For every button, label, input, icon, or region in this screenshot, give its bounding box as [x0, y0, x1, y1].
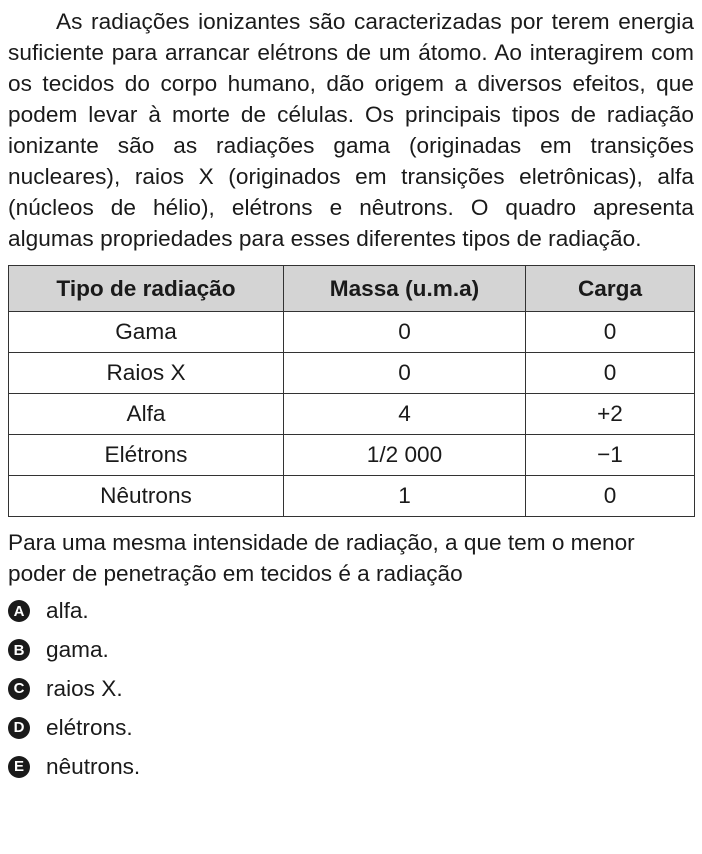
- option-d[interactable]: [8, 708, 694, 747]
- option-c-text: raios X.: [46, 675, 123, 701]
- option-b-letter-badge: B: [8, 639, 30, 661]
- option-a-text: alfa.: [46, 598, 89, 624]
- header-tipo: Tipo de radiação: [9, 266, 284, 312]
- cell-massa: 4: [284, 394, 526, 435]
- option-b[interactable]: [8, 631, 694, 670]
- cell-carga: 0: [526, 353, 695, 394]
- option-a-letter-badge: A: [8, 600, 30, 622]
- option-a[interactable]: [8, 592, 694, 631]
- cell-tipo: Elétrons: [9, 435, 284, 476]
- header-massa: Massa (u.m.a): [284, 266, 526, 312]
- cell-massa: 1: [284, 476, 526, 517]
- table-row: [9, 353, 695, 394]
- cell-carga: 0: [526, 476, 695, 517]
- question-stem: Para uma mesma intensidade de radiação, a que tem o menor poder de penetração em tecidos é a radiação: [8, 530, 635, 586]
- table-row: [9, 312, 695, 353]
- table-row: [9, 435, 695, 476]
- cell-tipo: Nêutrons: [9, 476, 284, 517]
- option-e[interactable]: [8, 747, 694, 786]
- cell-massa: 0: [284, 353, 526, 394]
- option-d-letter-badge: D: [8, 717, 30, 739]
- cell-tipo: Raios X: [9, 353, 284, 394]
- option-c[interactable]: [8, 670, 694, 709]
- option-e-letter-badge: E: [8, 756, 30, 778]
- cell-massa: 0: [284, 312, 526, 353]
- cell-massa: 1/2 000: [284, 435, 526, 476]
- header-carga: Carga: [526, 266, 695, 312]
- cell-carga: +2: [526, 394, 695, 435]
- answer-options: [8, 592, 694, 786]
- cell-carga: 0: [526, 312, 695, 353]
- radiation-properties-table: [8, 265, 695, 517]
- option-b-text: gama.: [46, 637, 109, 663]
- option-e-text: nêutrons.: [46, 753, 141, 779]
- intro-paragraph: As radiações ionizantes são caracterizadas por terem energia suficiente para arrancar elétrons de um átomo. Ao interagirem com os tecidos do corpo humano, dão origem a diversos efeitos, que podem levar à morte de células. Os principais tipos de radiação ionizante são as radiações gama (originadas em transições nucleares), raios X (originados em transições eletrônicas), alfa (núcleos de hélio), elétrons e nêutrons. O quadro apresenta algumas propriedades para esses diferentes tipos de radiação.: [8, 9, 694, 251]
- table-row: [9, 394, 695, 435]
- table-header-row: [9, 266, 695, 312]
- question-page: [8, 6, 694, 786]
- cell-tipo: Gama: [9, 312, 284, 353]
- cell-carga: −1: [526, 435, 695, 476]
- table-row: [9, 476, 695, 517]
- cell-tipo: Alfa: [9, 394, 284, 435]
- option-c-letter-badge: C: [8, 678, 30, 700]
- option-d-text: elétrons.: [46, 714, 133, 740]
